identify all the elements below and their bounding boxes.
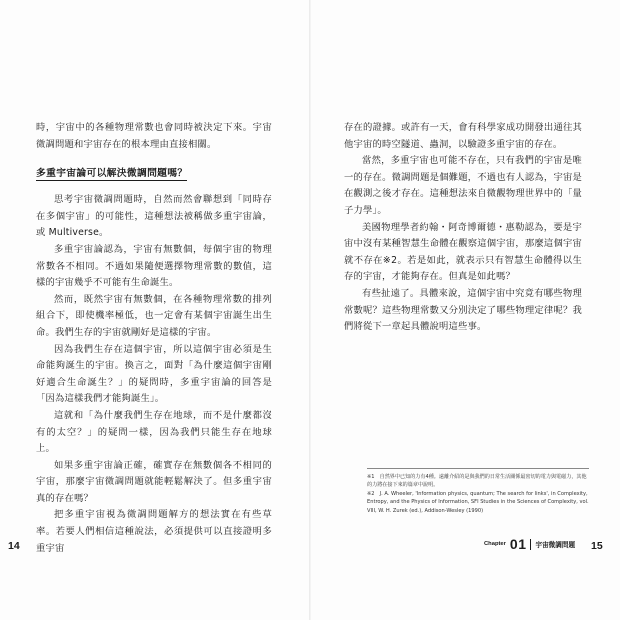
section-heading [36,167,272,181]
paragraph: 把多重宇宙視為微調問題解方的想法實在有些草率。若要人們相信這種說法，必須提供可以直接證明多重宇宙 [36,509,272,554]
chapter-divider [530,539,531,550]
paragraph: 這就和「為什麼我們生存在地球，而不是什麼都沒有的太空？」的疑問一樣，因為我們只能生存在地球上。 [36,409,272,455]
paragraph: 思考宇宙微調問題時，自然而然會聯想到「同時存在多個宇宙」的可能性，這種想法被稱做多重宇宙論，或 Multiverse。 [36,194,272,239]
paragraph: 存在的證據。或許有一天，會有科學家成功開發出通往其他宇宙的時空隧道、蟲洞，以驗證多重宇宙的存在。 [344,122,582,150]
chapter-label: Chapter [484,541,506,547]
paragraph: 美國物理學者約翰・阿奇博爾德・惠勒認為，要是宇宙中沒有某種智慧生命體在觀察這個宇宙，那麼這個宇宙就不存在※2。若是如此，就表示只有智慧生命體得以生存的宇宙，才能夠存在。但真是如此嗎？ [344,221,582,283]
right-page-body [344,120,582,336]
chapter-number: 01 [509,536,527,552]
left-page-body [36,120,272,557]
chapter-title: 宇宙微調問題 [535,542,576,549]
footnotes [367,468,589,515]
section-heading-text: 多重宇宙論可以解決微調問題嗎？ [36,168,188,180]
paragraph: 當然，多重宇宙也可能不存在，只有我們的宇宙是唯一的存在。微調問題是個難題，不過也有人認為，宇宙是在觀測之後才存在。這種想法來自微觀物理世界中的「量子力學」。 [344,155,582,216]
paragraph: 然而，既然宇宙有無數個，在各種物理常數的排列組合下，即使機率極低，也一定會有某個宇宙誕生出生命。我們生存的宇宙就剛好是這樣的宇宙。 [36,293,272,338]
paragraph: 因為我們生存在這個宇宙，所以這個宇宙必須是生命能夠誕生的宇宙。換言之，面對「為什麼這個宇宙剛好適合生命誕生？」的疑問時，多重宇宙論的回答是「因為這樣我們才能夠誕生」。 [36,343,272,405]
paragraph: 有些扯遠了。具體來說，這個宇宙中究竟有哪些物理常數呢？這些物理常數又分別決定了哪些物理定律呢？我們將從下一章起具體說明這些事。 [344,287,582,333]
paragraph: 時，宇宙中的各種物理常數也會同時被決定下來。宇宙微調問題和宇宙存在的根本理由直接相關。 [36,122,272,150]
paragraph: 多重宇宙論認為，宇宙有無數個，每個宇宙的物理常數各不相同。不過如果隨便選擇物理常數的數值，這樣的宇宙幾乎不可能有生命誕生。 [36,243,272,289]
page-number-right: 15 [591,540,603,552]
paragraph: 如果多重宇宙論正確，確實存在無數個各不相同的宇宙，那麼宇宙微調問題就能輕鬆解決了。但多重宇宙真的存在嗎？ [36,459,272,504]
left-page [0,0,309,620]
footnote: ※1 自然界中已知的力有4種。遠離介紹的是與我們的日常生活關係最密切的電力與電磁力，其他的力將在接下來的篇章中說明。 [367,474,587,489]
chapter-running-foot [484,534,575,554]
footnote: ※2 J. A. Wheeler, 'Information physics, quantum; The search for links', in Complexity, Entropy, and the Physics of Information, SFI Studies in the Sciences of Complexity, vol. VIII, W. H. Zurek (ed.), Addison-Wesley (1990) [367,490,589,514]
page-number-left: 14 [8,540,20,552]
